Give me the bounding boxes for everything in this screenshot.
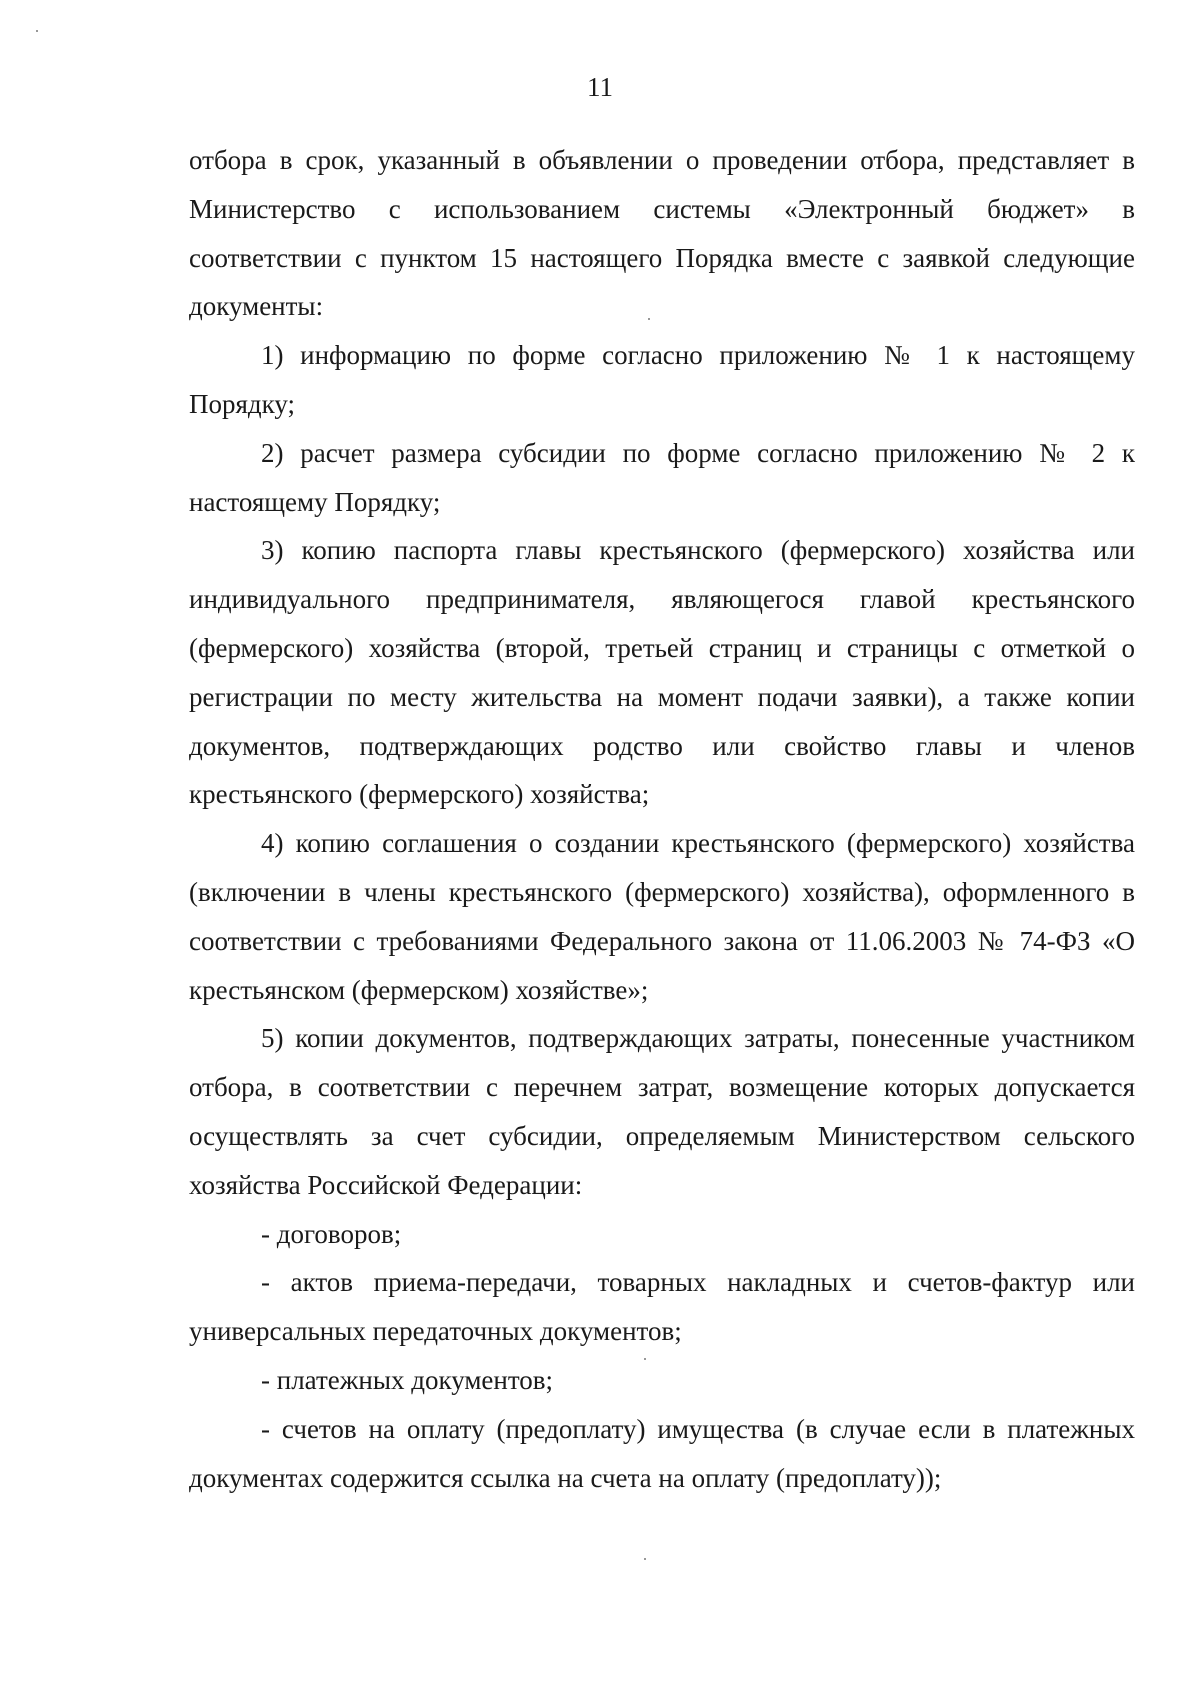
- list-item-3: 3) копию паспорта главы крестьянского (фермерского) хозяйства или индивидуального предпринимателя, являющегося главой крестьянского (фермерского) хозяйства (второй, третьей страниц и страницы с отметкой о регистрации по месту жительства на момент подачи заявки), а также копии документов, подтверждающих родство или свойство главы и членов крестьянского (фермерского) хозяйства;: [189, 535, 1135, 810]
- page-number: 11: [587, 72, 613, 102]
- sub-item-payment-docs: - платежных документов;: [261, 1364, 554, 1395]
- document-body: [189, 136, 1135, 1502]
- scan-speck: [36, 30, 38, 32]
- list-item-5: 5) копии документов, подтверждающих затраты, понесенные участником отбора, в соответствии с перечнем затрат, возмещение которых допускается осуществлять за счет субсидии, определяемым Министерством сельского хозяйства Российской Федерации:: [189, 1023, 1135, 1200]
- sub-item-acts: - актов приема-передачи, товарных накладных и счетов-фактур или универсальных передаточных документов;: [189, 1267, 1135, 1347]
- scan-speck: [648, 318, 650, 320]
- sub-item-contracts: - договоров;: [261, 1218, 402, 1249]
- sub-item-invoices: - счетов на оплату (предоплату) имущества (в случае если в платежных документах содержится ссылка на счета на оплату (предоплату));: [189, 1413, 1135, 1493]
- scan-speck: [644, 1558, 646, 1560]
- list-item-4: 4) копию соглашения о создании крестьянского (фермерского) хозяйства (включении в члены крестьянского (фермерского) хозяйства), оформленного в соответствии с требованиями Федерального закона от 11.06.2003 № 74-ФЗ «О крестьянском (фермерском) хозяйстве»;: [189, 828, 1135, 1005]
- scan-speck: [644, 1358, 646, 1360]
- paragraph-intro: отбора в срок, указанный в объявлении о проведении отбора, представляет в Министерство с использованием системы «Электронный бюджет» в соответствии с пунктом 15 настоящего Порядка вместе с заявкой следующие документы:: [189, 145, 1135, 322]
- list-item-1: 1) информацию по форме согласно приложению № 1 к настоящему Порядку;: [189, 340, 1135, 419]
- list-item-2: 2) расчет размера субсидии по форме согласно приложению № 2 к настоящему Порядку;: [189, 437, 1135, 517]
